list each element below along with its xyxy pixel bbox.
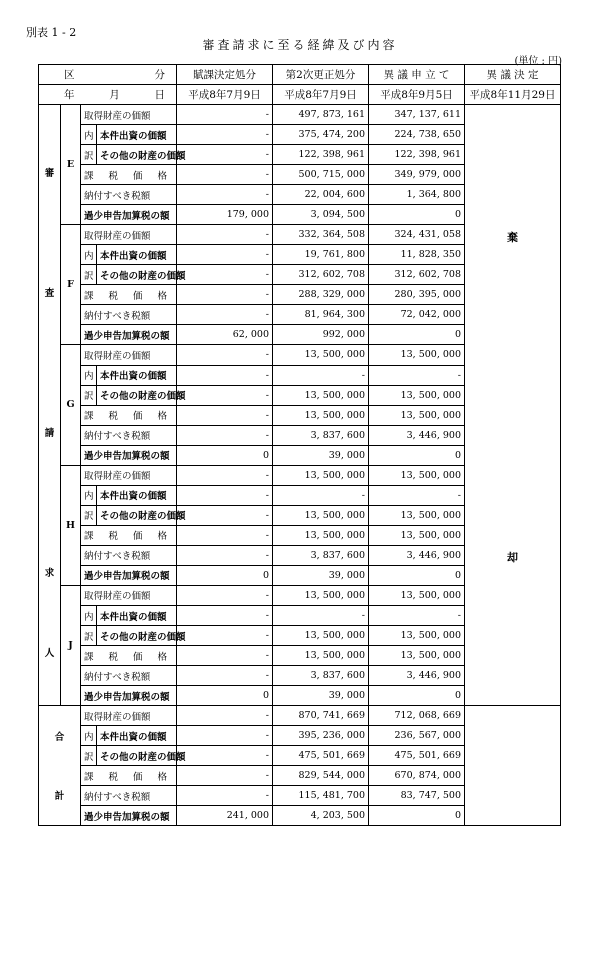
value-cell: -	[369, 365, 465, 385]
total-value-cell: 241, 000	[177, 806, 273, 826]
value-cell: -	[177, 265, 273, 285]
value-cell: 39, 000	[273, 565, 369, 585]
value-cell: 13, 500, 000	[273, 505, 369, 525]
value-cell: -	[177, 626, 273, 646]
label-wake: 訳	[81, 746, 97, 766]
value-cell: 179, 000	[177, 205, 273, 225]
value-cell: 280, 395, 000	[369, 285, 465, 305]
value-cell: 13, 500, 000	[369, 525, 465, 545]
label-tax-due: 納付すべき税額	[81, 545, 177, 565]
header-nen: 年	[64, 89, 75, 101]
value-cell: -	[177, 485, 273, 505]
total-label-1: 合	[54, 732, 65, 743]
label-wake: 訳	[81, 145, 97, 165]
value-cell: 39, 000	[273, 686, 369, 706]
label-acquired-value: 取得財産の価額	[81, 225, 177, 245]
label-sub-investment: 本件出資の価額	[97, 726, 177, 746]
table-row	[39, 105, 561, 125]
value-cell: 72, 042, 000	[369, 305, 465, 325]
group-id-F: F	[61, 225, 81, 345]
label-tax-base: 課 税 価 格	[81, 165, 177, 185]
label-uchi: 内	[81, 125, 97, 145]
value-cell: 497, 873, 161	[273, 105, 369, 125]
total-label-2: 計	[54, 791, 65, 802]
value-cell: 62, 000	[177, 325, 273, 345]
label-tax-due: 納付すべき税額	[81, 305, 177, 325]
value-cell: 81, 964, 300	[273, 305, 369, 325]
side-label-column	[39, 105, 61, 706]
value-cell: -	[177, 666, 273, 686]
header-row-date	[39, 85, 561, 105]
col-header-3: 異 議 申 立 て	[369, 65, 465, 85]
page-title: 審査請求に至る経緯及び内容	[202, 38, 398, 52]
value-cell: 0	[177, 565, 273, 585]
total-value-cell: -	[177, 786, 273, 806]
value-cell: 0	[369, 686, 465, 706]
label-acquired-value: 取得財産の価額	[81, 465, 177, 485]
value-cell: 0	[369, 445, 465, 465]
value-cell: -	[177, 185, 273, 205]
value-cell: -	[369, 606, 465, 626]
value-cell: -	[177, 385, 273, 405]
label-sub-investment: 本件出資の価額	[97, 606, 177, 626]
side-label: 求	[44, 568, 55, 579]
side-label: 査	[44, 288, 55, 299]
value-cell: -	[177, 646, 273, 666]
label-wake: 訳	[81, 385, 97, 405]
header-row-kubun	[39, 65, 561, 85]
label-sub-other: その他の財産の価額	[97, 505, 177, 525]
value-cell: 13, 500, 000	[273, 385, 369, 405]
value-cell: 992, 000	[273, 325, 369, 345]
value-cell: -	[177, 225, 273, 245]
value-cell: 347, 137, 611	[369, 105, 465, 125]
label-sub-other: その他の財産の価額	[97, 626, 177, 646]
value-cell: -	[177, 125, 273, 145]
date-3: 平成8年9月5日	[369, 85, 465, 105]
value-cell: 13, 500, 000	[369, 465, 465, 485]
value-cell: 312, 602, 708	[273, 265, 369, 285]
value-cell: 13, 500, 000	[273, 646, 369, 666]
total-value-cell: 870, 741, 669	[273, 706, 369, 726]
total-row	[39, 706, 561, 726]
header-tsuki: 月	[109, 89, 120, 101]
value-cell: 3, 446, 900	[369, 545, 465, 565]
value-cell: -	[273, 606, 369, 626]
header-kubun-1: 区	[64, 69, 75, 81]
group-id-E: E	[61, 105, 81, 225]
label-wake: 訳	[81, 505, 97, 525]
value-cell: 13, 500, 000	[369, 385, 465, 405]
value-cell: 500, 715, 000	[273, 165, 369, 185]
value-cell: 3, 837, 600	[273, 545, 369, 565]
total-value-cell: 475, 501, 669	[273, 746, 369, 766]
label-acquired-value: 取得財産の価額	[81, 585, 177, 605]
value-cell: 3, 837, 600	[273, 666, 369, 686]
value-cell: 1, 364, 800	[369, 185, 465, 205]
value-cell: 332, 364, 508	[273, 225, 369, 245]
value-cell: -	[177, 165, 273, 185]
value-cell: 0	[369, 205, 465, 225]
total-value-cell: 670, 874, 000	[369, 766, 465, 786]
value-cell: 13, 500, 000	[369, 585, 465, 605]
value-cell: -	[177, 585, 273, 605]
appeal-table	[38, 64, 561, 826]
side-label: 審	[44, 168, 55, 179]
value-cell: -	[177, 465, 273, 485]
label-tax-base: 課 税 価 格	[81, 525, 177, 545]
value-cell: -	[273, 365, 369, 385]
label-acquired-value: 取得財産の価額	[81, 345, 177, 365]
total-value-cell: 0	[369, 806, 465, 826]
header-hi: 日	[154, 89, 165, 101]
header-kubun-2: 分	[154, 69, 165, 81]
date-1: 平成8年7月9日	[177, 85, 273, 105]
col-header-2: 第2次更正処分	[273, 65, 369, 85]
value-cell: 39, 000	[273, 445, 369, 465]
value-cell: -	[177, 365, 273, 385]
label-wake: 訳	[81, 265, 97, 285]
label-tax-base: 課 税 価 格	[81, 405, 177, 425]
value-cell: 3, 094, 500	[273, 205, 369, 225]
value-cell: 13, 500, 000	[369, 505, 465, 525]
total-value-cell: 395, 236, 000	[273, 726, 369, 746]
col-header-4: 異 議 決 定	[465, 65, 561, 85]
side-label: 人	[44, 648, 55, 659]
total-value-cell: 475, 501, 669	[369, 746, 465, 766]
value-cell: 224, 738, 650	[369, 125, 465, 145]
label-tax-base: 課 税 価 格	[81, 766, 177, 786]
total-value-cell: -	[177, 766, 273, 786]
group-id-H: H	[61, 465, 81, 585]
label-penalty: 過少申告加算税の額	[81, 565, 177, 585]
value-cell: -	[177, 285, 273, 305]
value-cell: 13, 500, 000	[273, 345, 369, 365]
label-sub-other: その他の財産の価額	[97, 265, 177, 285]
label-uchi: 内	[81, 365, 97, 385]
value-cell: -	[177, 305, 273, 325]
value-cell: 3, 446, 900	[369, 425, 465, 445]
value-cell: 288, 329, 000	[273, 285, 369, 305]
label-sub-investment: 本件出資の価額	[97, 245, 177, 265]
label-uchi: 内	[81, 485, 97, 505]
label-acquired-value: 取得財産の価額	[81, 105, 177, 125]
label-sub-other: その他の財産の価額	[97, 746, 177, 766]
label-penalty: 過少申告加算税の額	[81, 205, 177, 225]
label-sub-other: その他の財産の価額	[97, 385, 177, 405]
value-cell: 13, 500, 000	[273, 626, 369, 646]
label-acquired-value: 取得財産の価額	[81, 706, 177, 726]
value-cell: 11, 828, 350	[369, 245, 465, 265]
total-value-cell: 236, 567, 000	[369, 726, 465, 746]
value-cell: -	[273, 485, 369, 505]
value-cell: 13, 500, 000	[369, 405, 465, 425]
label-penalty: 過少申告加算税の額	[81, 445, 177, 465]
label-uchi: 内	[81, 726, 97, 746]
value-cell: -	[177, 505, 273, 525]
label-uchi: 内	[81, 606, 97, 626]
value-cell: 122, 398, 961	[273, 145, 369, 165]
value-cell: 312, 602, 708	[369, 265, 465, 285]
value-cell: 13, 500, 000	[369, 626, 465, 646]
label-tax-due: 納付すべき税額	[81, 666, 177, 686]
total-value-cell: -	[177, 746, 273, 766]
value-cell: -	[177, 525, 273, 545]
group-id-G: G	[61, 345, 81, 465]
value-cell: 3, 446, 900	[369, 666, 465, 686]
label-sub-investment: 本件出資の価額	[97, 125, 177, 145]
label-sub-investment: 本件出資の価額	[97, 485, 177, 505]
total-value-cell: 712, 068, 669	[369, 706, 465, 726]
decision-label: 却	[507, 551, 518, 564]
label-tax-base: 課 税 価 格	[81, 646, 177, 666]
value-cell: -	[177, 606, 273, 626]
side-label: 請	[44, 428, 55, 439]
label-tax-due: 納付すべき税額	[81, 786, 177, 806]
label-wake: 訳	[81, 626, 97, 646]
label-sub-investment: 本件出資の価額	[97, 365, 177, 385]
total-side-label	[39, 706, 81, 826]
total-decision-cell	[465, 706, 561, 826]
value-cell: 0	[369, 565, 465, 585]
total-value-cell: 83, 747, 500	[369, 786, 465, 806]
unit-label: (単位 : 円)	[514, 56, 562, 67]
value-cell: -	[369, 485, 465, 505]
value-cell: -	[177, 425, 273, 445]
value-cell: 13, 500, 000	[273, 525, 369, 545]
label-penalty: 過少申告加算税の額	[81, 806, 177, 826]
value-cell: 19, 761, 800	[273, 245, 369, 265]
value-cell: 13, 500, 000	[273, 405, 369, 425]
value-cell: -	[177, 145, 273, 165]
total-value-cell: 829, 544, 000	[273, 766, 369, 786]
label-uchi: 内	[81, 245, 97, 265]
value-cell: 13, 500, 000	[273, 465, 369, 485]
label-tax-due: 納付すべき税額	[81, 425, 177, 445]
value-cell: 122, 398, 961	[369, 145, 465, 165]
header-date	[39, 85, 177, 105]
value-cell: -	[177, 345, 273, 365]
value-cell: 3, 837, 600	[273, 425, 369, 445]
header-kubun	[39, 65, 177, 85]
label-penalty: 過少申告加算税の額	[81, 325, 177, 345]
date-2: 平成8年7月9日	[273, 85, 369, 105]
value-cell: 13, 500, 000	[273, 585, 369, 605]
label-sub-other: その他の財産の価額	[97, 145, 177, 165]
value-cell: 13, 500, 000	[369, 345, 465, 365]
value-cell: -	[177, 245, 273, 265]
decision-column	[465, 105, 561, 706]
value-cell: -	[177, 405, 273, 425]
value-cell: -	[177, 545, 273, 565]
total-value-cell: -	[177, 706, 273, 726]
value-cell: 349, 979, 000	[369, 165, 465, 185]
value-cell: 375, 474, 200	[273, 125, 369, 145]
value-cell: -	[177, 105, 273, 125]
value-cell: 324, 431, 058	[369, 225, 465, 245]
total-value-cell: 115, 481, 700	[273, 786, 369, 806]
label-tax-base: 課 税 価 格	[81, 285, 177, 305]
value-cell: 0	[369, 325, 465, 345]
label-penalty: 過少申告加算税の額	[81, 686, 177, 706]
decision-label: 棄	[507, 231, 518, 244]
value-cell: 0	[177, 445, 273, 465]
value-cell: 13, 500, 000	[369, 646, 465, 666]
total-value-cell: -	[177, 726, 273, 746]
value-cell: 22, 004, 600	[273, 185, 369, 205]
group-id-J: J	[61, 585, 81, 705]
date-4: 平成8年11月29日	[465, 85, 561, 105]
col-header-1: 賦課決定処分	[177, 65, 273, 85]
table-reference: 別表 1 - 2	[26, 26, 77, 39]
label-tax-due: 納付すべき税額	[81, 185, 177, 205]
total-value-cell: 4, 203, 500	[273, 806, 369, 826]
value-cell: 0	[177, 686, 273, 706]
